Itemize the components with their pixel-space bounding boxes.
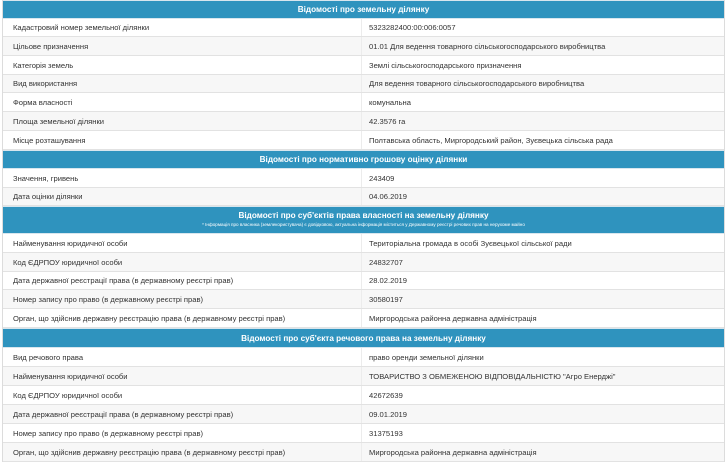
row-label: Орган, що здійснив державну реєстрацію права (в державному реєстрі прав) (13, 447, 286, 457)
table-row (3, 290, 724, 309)
row-value: ТОВАРИСТВО З ОБМЕЖЕНОЮ ВІДПОВІДАЛЬНІСТЮ "Агро Енерджі" (361, 367, 724, 385)
section-title: Відомості про суб'єкта речового права на земельну ділянку (241, 334, 486, 343)
row-value: 42672639 (361, 386, 724, 404)
row-value: 04.06.2019 (361, 188, 724, 205)
row-label: Значення, гривень (13, 173, 79, 183)
section-title: Відомості про нормативно грошову оцінку ділянки (259, 155, 468, 164)
row-label: Орган, що здійснив державну реєстрацію права (в державному реєстрі прав) (13, 313, 286, 323)
row-label: Вид речового права (13, 352, 84, 362)
row-value: комунальна (361, 93, 724, 111)
row-value: 30580197 (361, 290, 724, 308)
row-value: Миргородська районна державна адміністрація (361, 309, 724, 327)
row-label: Кадастровий номер земельної ділянки (13, 23, 150, 32)
table-row (3, 75, 724, 93)
table-row (3, 188, 724, 206)
row-value: Для ведення товарного сільськогосподарського виробництва (361, 75, 724, 92)
table-row (3, 309, 724, 328)
section-title: Відомості про земельну ділянку (297, 5, 430, 14)
row-value: Територіальна громада в особі Зуєвецької сільської ради (361, 234, 724, 252)
row-label: Місце розташування (13, 135, 86, 145)
row-value: 5323282400:00:006:0057 (361, 19, 724, 36)
row-label: Найменування юридичної особи (13, 371, 128, 381)
row-label: Дата державної реєстрації права (в державному реєстрі прав) (13, 409, 234, 419)
row-label: Площа земельної ділянки (13, 116, 105, 126)
table-row (3, 405, 724, 424)
row-label: Код ЄДРПОУ юридичної особи (13, 390, 123, 400)
table-row (3, 348, 724, 367)
row-label: Категорія земель (13, 60, 74, 70)
row-value: 09.01.2019 (361, 405, 724, 423)
table-row (3, 253, 724, 272)
table-row (3, 112, 724, 131)
section-header-land-plot (3, 0, 724, 19)
row-label: Вид використання (13, 79, 78, 88)
section-title: Відомості про суб'єктів права власності на земельну ділянку (238, 211, 489, 220)
table-row (3, 272, 724, 290)
row-label: Найменування юридичної особи (13, 238, 128, 248)
table-row (3, 367, 724, 386)
table-row (3, 424, 724, 443)
row-value: 28.02.2019 (361, 272, 724, 289)
table-row (3, 56, 724, 75)
section-header-property-right (3, 328, 724, 348)
row-value: Миргородська районна державна адміністрація (361, 443, 724, 461)
row-label: Код ЄДРПОУ юридичної особи (13, 257, 123, 267)
row-label: Номер запису про право (в державному реєстрі прав) (13, 294, 204, 304)
table-row (3, 169, 724, 188)
row-label: Форма власності (13, 97, 73, 107)
row-label: Номер запису про право (в державному реєстрі прав) (13, 428, 204, 438)
row-value: 243409 (361, 169, 724, 187)
row-value: право оренди земельної ділянки (361, 348, 724, 366)
table-row (3, 19, 724, 37)
table-row (3, 37, 724, 56)
row-label: Дата оцінки ділянки (13, 192, 83, 201)
row-label: Цільове призначення (13, 41, 89, 51)
row-value: 42.3576 га (361, 112, 724, 130)
section-header-ownership (3, 206, 724, 234)
row-value: 24832707 (361, 253, 724, 271)
row-label: Дата державної реєстрації права (в державному реєстрі прав) (13, 276, 234, 285)
table-row (3, 131, 724, 150)
table-row (3, 386, 724, 405)
table-row (3, 93, 724, 112)
table-row (3, 443, 724, 462)
row-value: Землі сільськогосподарського призначення (361, 56, 724, 74)
row-value: 01.01 Для ведення товарного сільськогосподарського виробництва (361, 37, 724, 55)
land-plot-info-table (2, 0, 725, 462)
section-header-normative-valuation (3, 150, 724, 169)
row-value: 31375193 (361, 424, 724, 442)
section-note: * Інформація про власника (землекористувача) є довідковою, актуальна інформація міститься у Державному реєстрі речових прав на нерухоме майно (202, 222, 525, 227)
table-row (3, 234, 724, 253)
row-value: Полтавська область, Миргородський район, Зуєвецька сільська рада (361, 131, 724, 149)
